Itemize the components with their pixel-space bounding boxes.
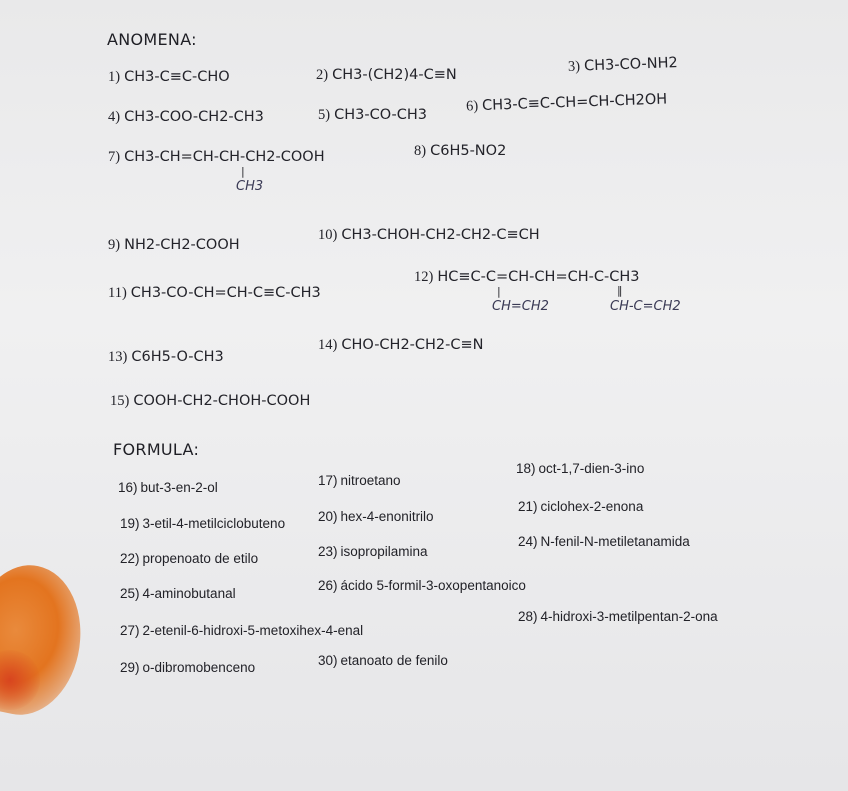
anomena-item-14: 14) CHO-CH2-CH2-C≡N [318, 337, 484, 353]
formula-item-19: 19) 3-etil-4-metilciclobuteno [120, 516, 286, 531]
formula-item-25: 25) 4-aminobutanal [120, 586, 236, 601]
formula-item-26: 26) ácido 5-formil-3-oxopentanoico [318, 578, 526, 593]
anomena-item-12: 12) HC≡C-C=CH-CH=CH-C-CH3 [414, 269, 640, 285]
anomena-item-5: 5) CH3-CO-CH3 [318, 107, 428, 123]
item-12-vinyl-branch: CH=CH2 [492, 299, 549, 314]
formula-item-27: 27) 2-etenil-6-hidroxi-5-metoxihex-4-enal [120, 623, 364, 638]
formula-item-16: 16) but-3-en-2-ol [118, 480, 218, 495]
formula-item-28: 28) 4-hidroxi-3-metilpentan-2-ona [518, 609, 718, 624]
anomena-item-2: 2) CH3-(CH2)4-C≡N [316, 67, 457, 83]
anomena-heading: ANOMENA: [107, 30, 197, 49]
anomena-item-10: 10) CH3-CHOH-CH2-CH2-C≡CH [318, 227, 540, 243]
item-7-methyl-branch: CH3 [236, 179, 264, 194]
anomena-item-13: 13) C6H5-O-CH3 [108, 349, 224, 365]
worksheet-page: ANOMENA: 1) CH3-C≡C-CHO 2) CH3-(CH2)4-C≡N 3) CH3-CO-NH2 4) CH3-COO-CH2-CH3 5) CH3-CO-CH3 6) CH3-C≡C-CH=CH-CH2OH 7) CH3-CH=CH-CH-CH2-COOH | CH3 8) C6H5-NO2 9) NH2-CH2-COOH 10) CH3-CHOH-CH2-CH2-C≡CH 11) CH3-CO-CH=CH-C≡C-CH3 12) HC≡C-C=CH-CH=CH-C-CH3 | CH=CH2 ‖ CH-C=CH2 13) C6H5-O-CH3 14) CHO-CH2-CH2-C≡N 15) COOH-CH2-CHOH-COOH FORMULA: 16) but-3-en-2-ol 17) nitroetano 18) oct-1,7-dien-3-ino 19) 3-etil-4-metilciclobuteno 20) hex-4-enonitrilo 21) ciclohex-2-enona 22) propenoato de etilo 23) isopropilamina 24) N-fenil-N-metiletanamida 25) 4-aminobutanal 26) ácido 5-formil-3-oxopentanoico 27) 2-etenil-6-hidroxi-5-metoxihex-4-enal 28) 4-hidroxi-3-metilpentan-2-ona 29) o-dibromobenceno 30) etanoato de fenilo [0, 0, 848, 791]
formula-heading: FORMULA: [113, 440, 200, 459]
anomena-item-8: 8) C6H5-NO2 [414, 143, 507, 159]
anomena-item-6: 6) CH3-C≡C-CH=CH-CH2OH [465, 91, 668, 115]
anomena-item-15: 15) COOH-CH2-CHOH-COOH [110, 393, 311, 409]
formula-item-17: 17) nitroetano [318, 473, 401, 488]
formula-item-24: 24) N-fenil-N-metiletanamida [518, 534, 690, 549]
formula-item-21: 21) ciclohex-2-enona [518, 499, 644, 514]
anomena-item-7: 7) CH3-CH=CH-CH-CH2-COOH [108, 149, 325, 165]
anomena-item-4: 4) CH3-COO-CH2-CH3 [108, 109, 264, 125]
item-12-second-branch: CH-C=CH2 [610, 299, 681, 314]
formula-item-23: 23) isopropilamina [318, 544, 428, 559]
anomena-item-3: 3) CH3-CO-NH2 [567, 55, 678, 75]
formula-item-29: 29) o-dibromobenceno [120, 660, 256, 675]
formula-item-30: 30) etanoato de fenilo [318, 653, 448, 668]
anomena-item-1: 1) CH3-C≡C-CHO [108, 69, 230, 85]
formula-item-18: 18) oct-1,7-dien-3-ino [516, 461, 645, 476]
anomena-item-11: 11) CH3-CO-CH=CH-C≡C-CH3 [108, 285, 321, 301]
anomena-item-9: 9) NH2-CH2-COOH [108, 237, 240, 253]
formula-item-22: 22) propenoato de etilo [120, 551, 259, 566]
formula-item-20: 20) hex-4-enonitrilo [318, 509, 434, 524]
